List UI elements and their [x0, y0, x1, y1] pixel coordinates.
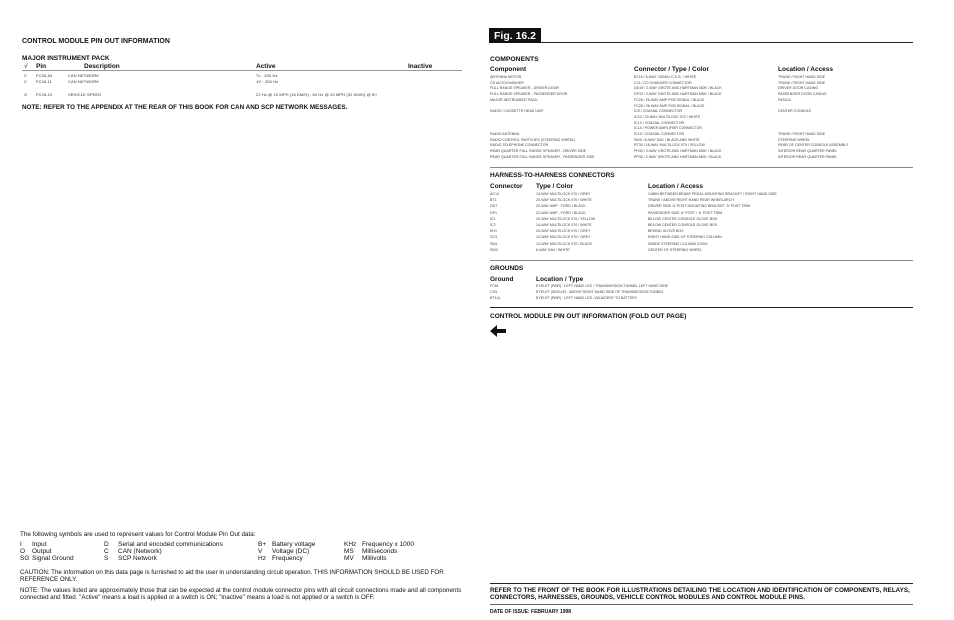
table-row — [490, 242, 915, 247]
table-cell: BT15 / 6-WAY YAZAKI C.S.G. / WHITE — [634, 75, 697, 79]
figure-label: Fig. 16.2 — [489, 28, 541, 43]
inactive-column-header: Inactive — [408, 63, 433, 70]
table-cell: DD7 — [490, 204, 498, 209]
pin-column-header: Pin — [36, 63, 47, 70]
table-row — [490, 296, 915, 301]
network-note: NOTE: REFER TO THE APPENDIX AT THE REAR OF THIS BOOK FOR CAN AND SCP NETWORK MESSAGES. — [22, 104, 348, 111]
table-cell: IC1 — [490, 216, 496, 221]
table-row — [490, 149, 915, 154]
table-row — [490, 126, 915, 131]
location-column-header: Location / Access — [778, 66, 834, 73]
ground-column-header: Ground — [490, 276, 514, 283]
components-table — [490, 75, 915, 161]
foldout-title: CONTROL MODULE PIN OUT INFORMATION (FOLD OUT PAGE) — [490, 313, 687, 320]
table-row — [490, 86, 915, 91]
table-cell: RIGHT HAND SIDE OF STEERING COLUMN — [648, 235, 722, 240]
table-cell: 20-WAY MULTILOCK 070 / YELLOW — [536, 216, 596, 221]
table-row — [490, 290, 915, 295]
table-row — [490, 121, 915, 126]
table-cell: PH30 / 2-WAY GROTE AND HARTMAN MDK / BLACK — [634, 149, 722, 154]
table-cell: PP36 / 2-WAY GROTE AND HARTMAN MDK / BLACK — [634, 154, 722, 159]
table-row — [490, 98, 915, 103]
harness-location-header: Location / Access — [648, 183, 704, 190]
table-row — [490, 143, 915, 148]
components-title: COMPONENTS — [490, 56, 539, 63]
table-cell: BEHIND GLOVE BOX — [648, 229, 684, 234]
table-cell: BT14L — [490, 296, 501, 301]
table-cell: RT30 / 16-WAY MULTILOCK 070 / YELLOW — [634, 143, 705, 148]
table-cell: DRIVER SIDE 'A' POST MOUNTING BRACKET 'A' POST TRIM — [648, 204, 751, 209]
table-cell: RADIO ANTENNA — [490, 132, 520, 136]
table-cell: CABIN BETWEEN BRAKE PEDAL MOUNTING BRACKET / RIGHT HAND SIDE — [648, 192, 777, 196]
grounds-header — [490, 276, 915, 283]
table-cell: SW2 — [490, 247, 498, 252]
table-cell: IC14 / POWER AMPLIFIER CONNECTOR — [634, 126, 703, 131]
table-cell: DRIVER DOOR CASING — [778, 86, 819, 91]
table-row — [490, 155, 915, 160]
table-row — [490, 104, 915, 109]
table-cell: EYELET (SINGLE) : ABOVE RIGHT HAND SIDE OF TRANSMISSION TUNNEL — [536, 290, 664, 295]
table-row — [490, 198, 915, 203]
table-cell: AC14 — [490, 192, 499, 196]
grounds-title: GROUNDS — [490, 265, 524, 272]
table-cell: REAR QUARTER FULL RANGE SPEAKER - DRIVER SIDE — [490, 149, 587, 154]
pin-table-body — [22, 73, 462, 103]
table-cell: BT1 — [490, 198, 497, 203]
table-cell: IC15 / COAXIAL CONNECTOR — [634, 132, 685, 136]
table-cell: 14-WAY MULTILOCK 070 / WHITE — [536, 223, 592, 227]
table-cell: CD AUTOCHANGER — [490, 80, 524, 85]
ground-type-header: Location / Type — [536, 276, 584, 283]
description-column-header: Description — [84, 63, 120, 70]
table-cell: SW1 — [490, 241, 498, 246]
components-header — [490, 66, 915, 73]
table-row — [490, 115, 915, 120]
table-cell: CS3 — [490, 290, 497, 295]
table-cell: 22-WAY AMP - FORD / BLACK — [536, 210, 586, 215]
table-cell: FC8L — [490, 284, 499, 288]
table-row — [490, 109, 915, 114]
left-arrow-icon[interactable] — [490, 324, 506, 336]
table-cell: REAR OF CENTER CONSOLE ASSEMBLY — [778, 143, 849, 148]
harness-connector-header: Connector — [490, 183, 523, 190]
table-row — [490, 192, 915, 197]
table-cell: PASSENGER SIDE 'A' POST / 'A' POST TRIM — [648, 210, 723, 215]
harness-table — [490, 192, 915, 254]
page-title: CONTROL MODULE PIN OUT INFORMATION — [22, 38, 170, 45]
table-cell: 22-WAY AMP - FORD / BLACK — [536, 204, 586, 209]
active-column-header: Active — [256, 63, 276, 70]
table-row — [490, 138, 915, 143]
table-cell: TRUNK / ABOVE RIGHT HAND REAR WHEELARCH — [648, 198, 734, 203]
table-cell: RADIO / CASSETTE HEAD UNIT — [490, 109, 544, 114]
symbols-legend: I Input O Output SG Signal Ground D Serial and encoded communications C CAN (Network) S SCP Network B+ Battery voltage V Voltage (DC) Hz Frequency KHz Frequency x 1000 MS Milliseconds MV Millivolts — [20, 541, 415, 562]
table-cell: TRUNK / RIGHT HAND SIDE — [778, 132, 826, 136]
table-row — [490, 284, 915, 289]
table-cell: IC2 — [490, 223, 496, 227]
table-cell: INTERIOR REAR QUARTER PANEL — [778, 154, 838, 159]
table-row — [490, 229, 915, 234]
table-cell: TRUNK / RIGHT HAND SIDE — [778, 75, 826, 79]
table-row — [490, 248, 915, 253]
table-cell: SW9 / 6-WAY DAV / BLACK AND WHITE — [634, 137, 700, 142]
table-cell: PASSENGER DOOR CASING — [778, 92, 827, 97]
table-cell: DP1 — [490, 210, 497, 215]
table-row: C FC26-11 CAN NETWORK 1V - 200 Hz — [24, 79, 279, 84]
date-of-issue: DATE OF ISSUE: FEBRUARY 1998 — [490, 609, 572, 615]
table-cell: REAR QUARTER FULL RANGE SPEAKER - PASSENGER SIDE — [490, 154, 595, 159]
table-cell: FASCIA — [778, 97, 791, 102]
table-cell: CENTER OF STEERING WHEEL — [648, 247, 702, 252]
table-cell: FC26 / 26-WAY AMP PCB SIGNAL / BLACK — [634, 97, 705, 102]
table-row: C FC26-54 CAN NETWORK 7v - 200 Hz — [24, 73, 278, 78]
table-cell: 12-WAY MULTILOCK 070 / GREY — [536, 235, 591, 240]
harness-title: HARNESS-TO-HARNESS CONNECTORS — [490, 172, 615, 179]
table-cell: KH1 — [490, 229, 497, 234]
table-row: O FC26-10 VEHICLE SPEED 22 Hz @ 10 MPH (16 KM/H) ; 64 Hz @ 20 MPH (32 KM/H) @ B+ — [24, 92, 378, 97]
table-cell: TRUNK / RIGHT HAND SIDE — [778, 80, 826, 85]
grounds-table — [490, 284, 915, 304]
table-cell: 6-WAY DAV / WHITE — [536, 247, 570, 252]
table-cell: INTERIOR REAR QUARTER PANEL — [778, 149, 838, 154]
table-cell: 12-WAY MULTILOCK 070 / BLACK — [536, 241, 592, 246]
table-row — [490, 204, 915, 209]
table-cell: RADIO TELEPHONE CONNECTOR — [490, 143, 549, 148]
check-column-header: √ — [24, 63, 28, 70]
table-cell: FULL RANGE SPEAKER - DRIVER DOOR — [490, 86, 559, 91]
table-cell: BELOW CENTER CONSOLE GLOVE BOX — [648, 216, 718, 221]
table-cell: FC28 / 26-WAY AMP PCB SIGNAL / BLACK — [634, 103, 705, 108]
table-row — [490, 75, 915, 80]
table-cell: DD19 / 2-WAY GROTE AND HARTMAN MDK / BLACK — [634, 86, 722, 91]
table-cell: 14-WAY MULTILOCK 070 / GREY — [536, 192, 591, 196]
table-cell: IC13 / COAXIAL CONNECTOR — [634, 120, 685, 125]
table-cell: CENTER CONSOLE — [778, 109, 812, 114]
table-cell: 20-WAY MULTILOCK 070 / GREY — [536, 229, 591, 234]
table-row — [490, 132, 915, 137]
table-cell: SC3 — [490, 235, 497, 240]
table-cell: IC10 / 22-WAY MULTILOCK 070 / WHITE — [634, 114, 701, 119]
table-row — [490, 217, 915, 222]
table-cell: RADIO CONTROL SWITCHES (STEERING WHEEL) — [490, 137, 576, 142]
harness-type-header: Type / Color — [536, 183, 574, 190]
component-column-header: Component — [490, 66, 527, 73]
caution-note: CAUTION: The information on this data page is furnished to aid the user in understanding circuit operation. THIS INFORMATION SHOULD BE USED FOR REFERENCE ONLY. — [20, 569, 444, 583]
table-cell: EYELET (PAIR) : LEFT HAND LEG / TRANSMISSION TUNNEL LEFT HAND SIDE — [536, 284, 669, 288]
table-row — [490, 223, 915, 228]
symbols-intro: The following symbols are used to represent values for Control Module Pin Out data: — [20, 531, 256, 538]
refer-note: REFER TO THE FRONT OF THE BOOK FOR ILLUSTRATIONS DETAILING THE LOCATION AND IDENTIFICATION OF COMPONENTS, RELAYS, CONNECTORS, HARNESSES, GROUNDS, VEHICLE CONTROL MODULES AND CONTROL MODULE PINS. — [490, 587, 910, 601]
table-cell: DP10 / 2-WAY GROTE AND HARTMAN MDK / BLACK — [634, 92, 722, 97]
table-cell: INSIDE STEERING COLUMN COWL — [648, 241, 708, 246]
table-cell: MAJOR INSTRUMENT PACK — [490, 97, 538, 102]
pin-table-header — [22, 63, 462, 69]
table-cell: BELOW CENTER CONSOLE GLOVE BOX — [648, 223, 718, 227]
connector-column-header: Connector / Type / Color — [634, 66, 709, 73]
table-row — [490, 211, 915, 216]
table-cell: ANTENNA MOTOR — [490, 75, 522, 79]
table-row — [490, 92, 915, 97]
table-cell: 20-WAY MULTILOCK 070 / WHITE — [536, 198, 592, 203]
table-row — [490, 235, 915, 240]
table-row — [490, 81, 915, 86]
table-cell: CJ1 / CD CHANGER CONNECTOR — [634, 80, 692, 85]
table-cell: FULL RANGE SPEAKER - PASSENGER DOOR — [490, 92, 568, 97]
table-cell: EYELET (PAIR) : LEFT HAND LEG / ADJACENT TO BATTERY — [536, 296, 638, 301]
table-cell: STEERING WHEEL — [778, 137, 811, 142]
table-cell: IC8 / COAXIAL CONNECTOR — [634, 109, 683, 114]
harness-header — [490, 183, 915, 190]
section-title: MAJOR INSTRUMENT PACK — [22, 55, 110, 62]
values-note: NOTE: The values listed are approximately those that can be expected at the control module connector pins with all circuit connections made and all components connected and fitted. "Active" means a load is applied or a switch is ON; "Inactive" means a load is not applied or a switch is OFF. — [20, 587, 462, 601]
